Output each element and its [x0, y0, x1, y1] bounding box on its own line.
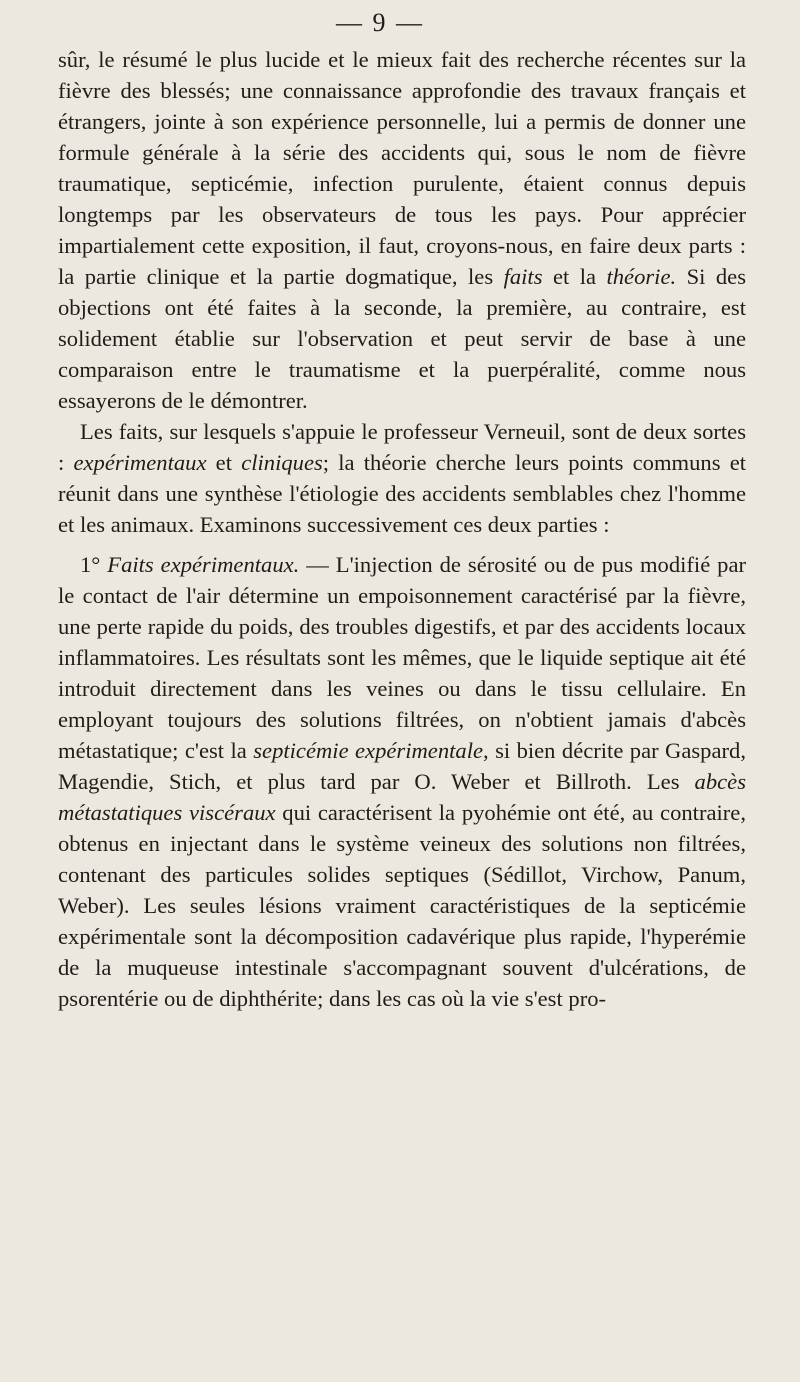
section-paragraph: [58, 549, 746, 1014]
italic-term: septicémie expérimentale: [253, 738, 483, 763]
text-run: — L'injection de sérosité ou de pus modifié par le contact de l'air détermine un empoisonnement caractérisé par la fièvre, une perte rapide du poids, des troubles digestifs, et par des accidents locaux inflammatoires. Les résultats sont les mêmes, que le liquide septique ait été introduit directement dans les veines ou dans le tissu cellulaire. En employant toujours des solutions filtrées, on n'obtient jamais d'abcès métastatique; c'est la: [58, 552, 747, 763]
text-run: qui caractérisent la pyohémie ont été, au contraire, obtenus en injectant dans le système veineux des solutions non filtrées, contenant des particules solides septiques (Sédillot, Virchow, Panum, Weber). Les seules lésions vraiment caractéristiques de la septicémie expérimentale sont la décomposition cadavérique plus rapide, l'hyperémie de la muqueuse intestinale s'accompagnant souvent d'ulcérations, de psorentérie ou de diphthérite; dans les cas où la vie s'est pro-: [58, 800, 746, 1011]
section-number: 1°: [80, 552, 108, 577]
italic-term: expérimentaux: [73, 450, 207, 475]
section-heading: Faits expérimentaux.: [107, 552, 300, 577]
italic-term: théorie.: [606, 264, 677, 289]
text-run: ; la théorie cherche leurs points communs et réunit dans une synthèse l'étiologie des accidents semblables chez l'homme et les animaux. Examinons successivement ces deux parties :: [58, 450, 746, 537]
body-text: [58, 44, 746, 1014]
italic-term: abcès métastatiques viscéraux: [58, 769, 746, 825]
paragraph: [58, 416, 746, 540]
page-number: — 9 —: [336, 8, 424, 37]
italic-term: faits: [503, 264, 543, 289]
text-run: Les faits, sur lesquels s'appuie le professeur Verneuil, sont de deux sortes :: [58, 419, 746, 475]
text-run: et: [206, 450, 242, 475]
italic-term: cliniques: [241, 450, 323, 475]
paragraph: [58, 44, 746, 416]
text-run: et la: [542, 264, 607, 289]
text-run: , si bien décrite par Gaspard, Magendie, Stich, et plus tard par O. Weber et Billroth. Les: [58, 738, 746, 794]
text-run: Si des objections ont été faites à la seconde, la première, au contraire, est solidement établie sur l'observation et peut servir de base à une comparaison entre le traumatisme et la puerpéralité, comme nous essayerons de le démontrer.: [58, 264, 746, 413]
text-run: sûr, le résumé le plus lucide et le mieux fait des recherche récentes sur la fièvre des blessés; une connaissance approfondie des travaux français et étrangers, jointe à son expérience personnelle, lui a permis de donner une formule générale à la série des accidents qui, sous le nom de fièvre traumatique, septicémie, infection purulente, étaient connus depuis longtemps par les observateurs de tous les pays. Pour apprécier impartialement cette exposition, il faut, croyons-nous, en faire deux parts : la partie clinique et la partie dogmatique, les: [58, 47, 746, 289]
